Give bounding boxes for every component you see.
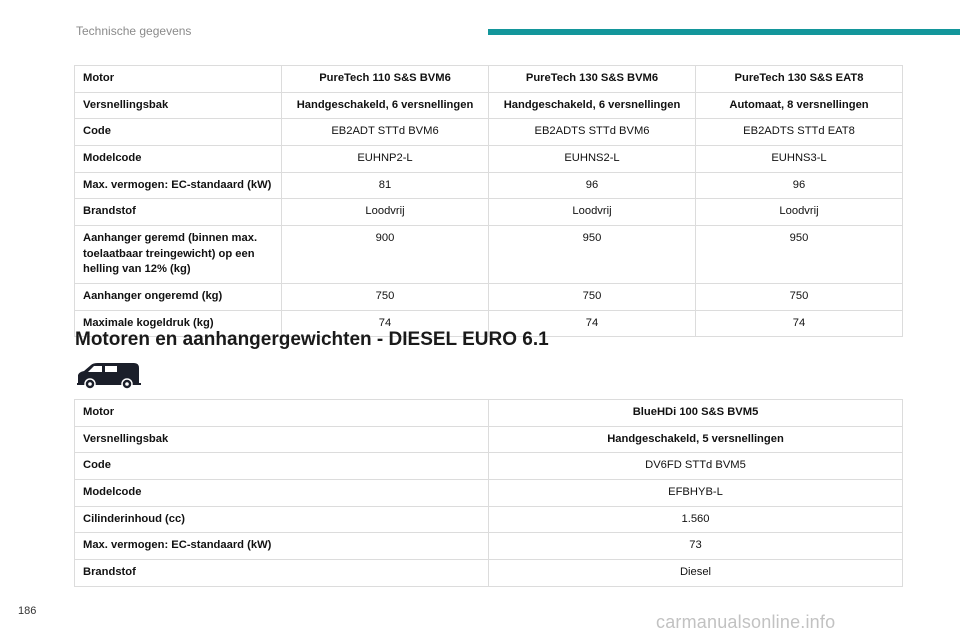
table-row xyxy=(75,426,903,453)
header-cell: Motor xyxy=(75,66,282,93)
table-row xyxy=(75,560,903,587)
table-cell: 96 xyxy=(489,172,696,199)
table-cell: 750 xyxy=(696,284,903,311)
section-title: Motoren en aanhangergewichten - DIESEL EURO 6.1 xyxy=(75,329,549,350)
diesel-engine-table xyxy=(74,399,903,587)
row-label: Brandstof xyxy=(75,199,282,226)
table-row xyxy=(75,119,903,146)
header-cell: PureTech 130 S&S BVM6 xyxy=(489,66,696,93)
table-cell: 950 xyxy=(696,226,903,284)
table-cell: 74 xyxy=(696,310,903,337)
header-accent-bar xyxy=(488,29,960,35)
table-cell: DV6FD STTd BVM5 xyxy=(489,453,903,480)
table-cell: Diesel xyxy=(489,560,903,587)
table-cell: 81 xyxy=(282,172,489,199)
table-cell: 1.560 xyxy=(489,506,903,533)
table-row xyxy=(75,172,903,199)
table-row xyxy=(75,506,903,533)
table-cell: 74 xyxy=(282,310,489,337)
van-icon xyxy=(76,362,142,390)
header-cell: PureTech 130 S&S EAT8 xyxy=(696,66,903,93)
table-cell: 96 xyxy=(696,172,903,199)
row-label: Aanhanger ongeremd (kg) xyxy=(75,284,282,311)
table-cell: Loodvrij xyxy=(282,199,489,226)
row-label: Versnellingsbak xyxy=(75,92,282,119)
table-cell: 73 xyxy=(489,533,903,560)
header-cell: PureTech 110 S&S BVM6 xyxy=(282,66,489,93)
table-header-row xyxy=(75,66,903,93)
table-cell: Automaat, 8 versnellingen xyxy=(696,92,903,119)
table-cell: 74 xyxy=(489,310,696,337)
table-cell: Handgeschakeld, 6 versnellingen xyxy=(282,92,489,119)
table-cell: Loodvrij xyxy=(696,199,903,226)
table-cell: 950 xyxy=(489,226,696,284)
row-label: Max. vermogen: EC-standaard (kW) xyxy=(75,533,489,560)
table-row xyxy=(75,146,903,173)
table-cell: EUHNP2-L xyxy=(282,146,489,173)
row-label: Modelcode xyxy=(75,480,489,507)
table-row xyxy=(75,284,903,311)
watermark: carmanualsonline.info xyxy=(656,612,836,632)
header-cell: Motor xyxy=(75,400,489,427)
row-label: Aanhanger geremd (binnen max. toelaatbaar treingewicht) op een helling van 12% (kg) xyxy=(75,226,282,284)
table-cell: EUHNS3-L xyxy=(696,146,903,173)
row-label: Code xyxy=(75,119,282,146)
running-header: Technische gegevens xyxy=(76,24,192,38)
table-row xyxy=(75,226,903,284)
table-cell: Loodvrij xyxy=(489,199,696,226)
table-cell: Handgeschakeld, 5 versnellingen xyxy=(489,426,903,453)
table-cell: EB2ADTS STTd BVM6 xyxy=(489,119,696,146)
header-cell: BlueHDi 100 S&S BVM5 xyxy=(489,400,903,427)
table-cell: EUHNS2-L xyxy=(489,146,696,173)
row-label: Brandstof xyxy=(75,560,489,587)
table-cell: 900 xyxy=(282,226,489,284)
table-cell: 750 xyxy=(282,284,489,311)
table-row xyxy=(75,453,903,480)
row-label: Maximale kogeldruk (kg) xyxy=(75,310,282,337)
table-cell: 750 xyxy=(489,284,696,311)
row-label: Max. vermogen: EC-standaard (kW) xyxy=(75,172,282,199)
table-cell: EB2ADT STTd BVM6 xyxy=(282,119,489,146)
petrol-engine-table xyxy=(74,65,903,337)
row-label: Code xyxy=(75,453,489,480)
row-label: Versnellingsbak xyxy=(75,426,489,453)
table-cell: Handgeschakeld, 6 versnellingen xyxy=(489,92,696,119)
table-cell: EB2ADTS STTd EAT8 xyxy=(696,119,903,146)
row-label: Cilinderinhoud (cc) xyxy=(75,506,489,533)
table-row xyxy=(75,533,903,560)
table-header-row xyxy=(75,400,903,427)
row-label: Modelcode xyxy=(75,146,282,173)
table-row xyxy=(75,480,903,507)
table-row xyxy=(75,92,903,119)
table-cell: EFBHYB-L xyxy=(489,480,903,507)
table-row xyxy=(75,199,903,226)
page-number: 186 xyxy=(18,605,37,617)
